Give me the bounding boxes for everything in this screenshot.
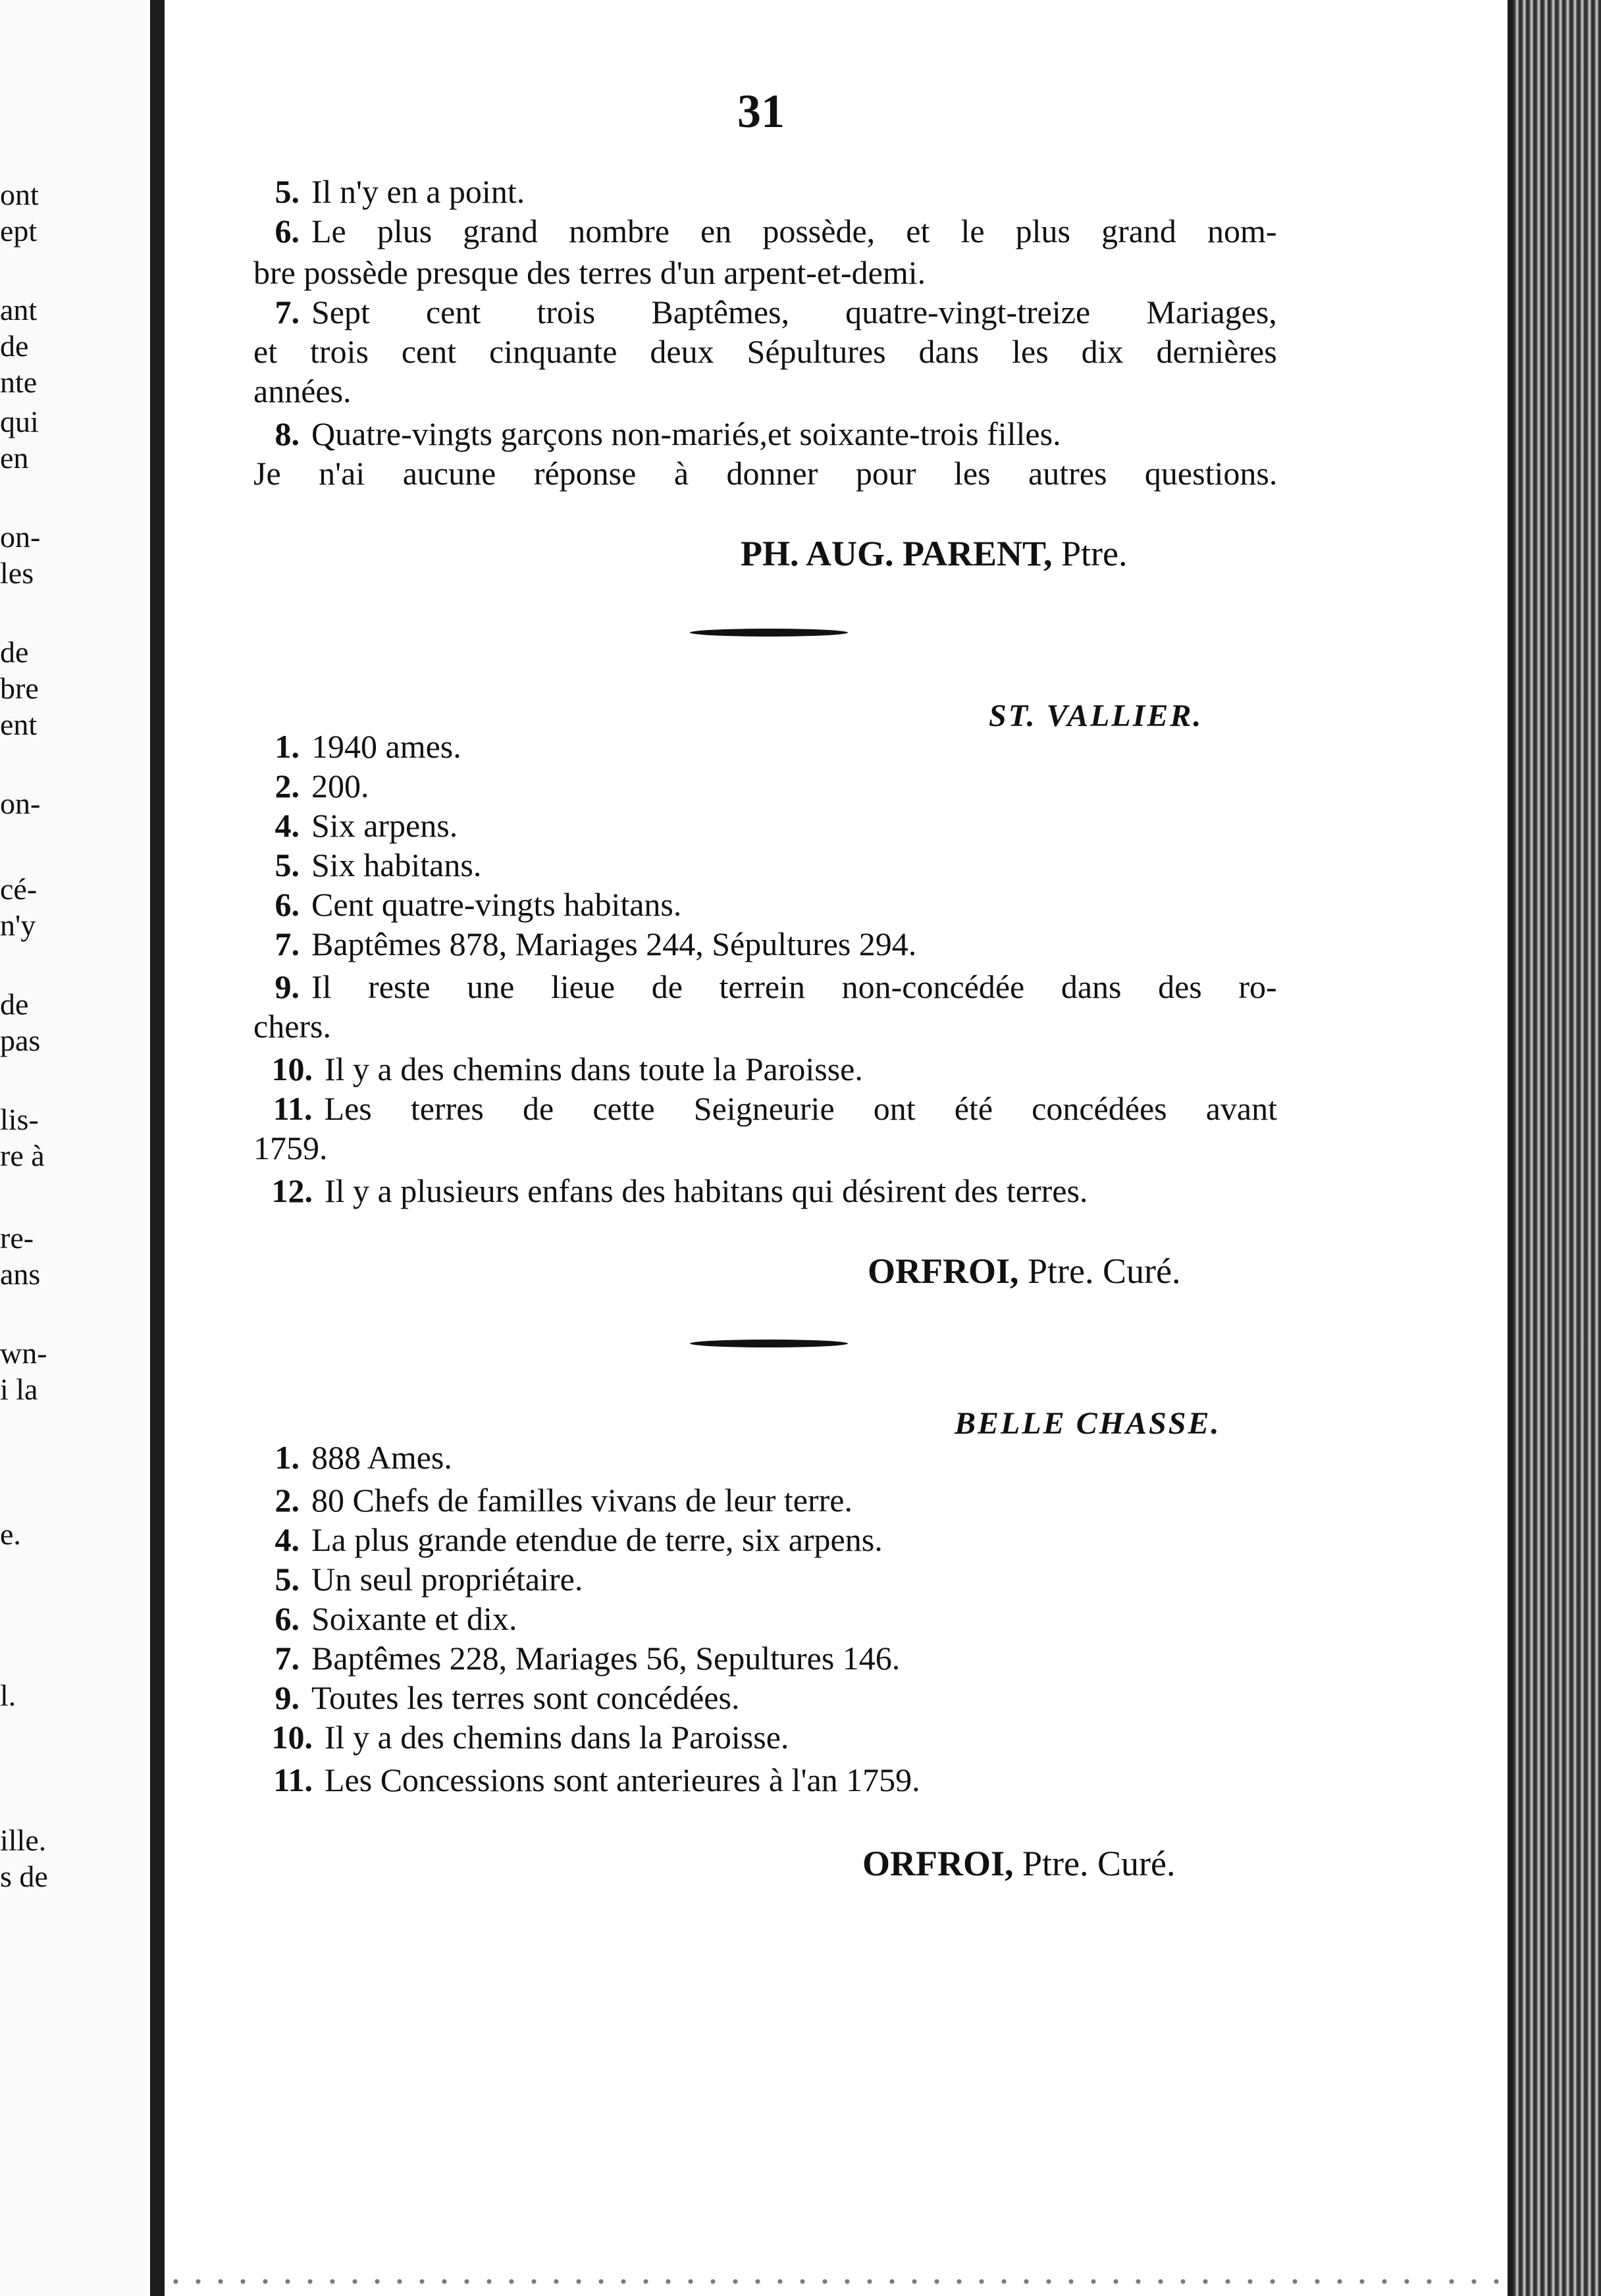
item-text: 200.: [311, 768, 369, 804]
text-line: [253, 1089, 1277, 1128]
item-text: Soixante et dix.: [311, 1600, 517, 1637]
text-line: [253, 1560, 583, 1598]
text-line: [253, 846, 481, 884]
text-line: [253, 415, 1061, 453]
item-number: 5.: [275, 847, 300, 883]
text-line: [253, 925, 916, 963]
left-page-fragment: e.: [0, 1517, 21, 1551]
text-line: [253, 1718, 789, 1756]
item-text: années.: [253, 373, 352, 409]
item-number: 7.: [275, 926, 300, 962]
left-page-fragment: nte: [0, 365, 38, 399]
left-page-fragment: re à: [0, 1139, 45, 1172]
item-text: et trois cent cinquante deux Sépultures dans les dix dernières: [253, 333, 1277, 370]
left-page-fragment: de: [0, 329, 29, 363]
text-line: [253, 727, 461, 766]
item-number: 5.: [275, 1561, 300, 1598]
item-text: Il y a des chemins dans toute la Paroisse.: [325, 1051, 863, 1087]
item-text: Baptêmes 878, Mariages 244, Sépultures 294.: [311, 926, 917, 962]
item-text: Un seul propriétaire.: [311, 1561, 583, 1598]
text-line: [253, 885, 681, 924]
scan-border: [165, 2274, 1508, 2289]
item-text: Cent quatre-vingts habitans.: [311, 886, 682, 923]
text-line: [253, 1521, 883, 1559]
text-line: [253, 1481, 853, 1519]
item-number: 6.: [275, 213, 300, 249]
text-line: [253, 1639, 900, 1677]
text-line: [253, 968, 1277, 1006]
item-number: 11.: [273, 1090, 313, 1127]
left-page-fragment: re-: [0, 1221, 34, 1255]
item-number: 10.: [271, 1051, 313, 1087]
left-page-fragment: s de: [0, 1860, 48, 1893]
item-text: Sept cent trois Baptêmes, quatre-vingt-treize Mariages,: [311, 294, 1277, 330]
item-text: 80 Chefs de familles vivans de leur terre.: [311, 1482, 853, 1519]
item-number: 11.: [273, 1761, 313, 1798]
item-text: 1940 ames.: [311, 728, 461, 765]
left-page-fragment: les: [0, 556, 34, 590]
place-heading-st-vallier: ST. VALLIER.: [989, 698, 1203, 733]
item-text: Les Concessions sont anterieures à l'an 1759.: [325, 1761, 920, 1798]
item-number: 9.: [275, 968, 300, 1005]
item-number: 7.: [275, 1640, 300, 1677]
left-page-fragment: pas: [0, 1024, 41, 1057]
text-line: [253, 1438, 452, 1476]
signature-orfroi-1: ORFROI, Ptre. Curé.: [868, 1251, 1181, 1291]
item-number: 1.: [275, 1439, 300, 1476]
item-number: 1.: [275, 728, 300, 765]
item-number: 8.: [275, 415, 300, 452]
item-number: 9.: [275, 1679, 300, 1716]
left-page-fragment: ant: [0, 293, 38, 326]
item-text: Il y a plusieurs enfans des habitans qui désirent des terres.: [325, 1172, 1088, 1209]
left-page-fragment: n'y: [0, 908, 36, 942]
left-page-fragment: de: [0, 987, 29, 1021]
item-text: La plus grande etendue de terre, six arpens.: [311, 1521, 883, 1558]
item-text: Il n'y en a point.: [311, 173, 525, 210]
text-line: [253, 172, 525, 211]
item-text: bre possède presque des terres d'un arpent-et-demi.: [253, 254, 926, 291]
left-page-fragment: on-: [0, 520, 41, 554]
item-text: Toutes les terres sont concédées.: [311, 1679, 740, 1716]
text-line: [253, 212, 1277, 250]
text-line: [253, 293, 1277, 331]
item-text: Baptêmes 228, Mariages 56, Sepultures 146.: [311, 1640, 901, 1677]
item-number: 6.: [275, 1600, 300, 1637]
item-text: 1759.: [253, 1130, 328, 1166]
item-number: 2.: [275, 768, 300, 804]
left-page-fragment: en: [0, 441, 29, 475]
item-number: 4.: [275, 1521, 300, 1558]
left-page-fragment: ont: [0, 178, 39, 211]
left-page-fragment: cé-: [0, 872, 38, 906]
text-line: [253, 454, 1277, 492]
item-number: 10.: [271, 1719, 313, 1756]
left-page-fragment: ent: [0, 708, 38, 741]
page-number: 31: [737, 85, 785, 138]
divider: [690, 1340, 848, 1347]
text-line: [253, 1679, 739, 1717]
left-page-fragment: qui: [0, 405, 39, 438]
item-number: 2.: [275, 1482, 300, 1519]
left-page-fragment: l.: [0, 1679, 16, 1712]
text-line: [253, 1050, 863, 1088]
left-page-fragment: wn-: [0, 1336, 47, 1370]
item-text: 888 Ames.: [311, 1439, 452, 1476]
item-text: Le plus grand nombre en possède, et le plus grand nom-: [311, 213, 1277, 249]
item-text: Il reste une lieue de terrein non-concédée dans des ro-: [311, 968, 1277, 1005]
item-number: 7.: [275, 294, 300, 330]
text-line: [253, 1761, 920, 1799]
left-page-fragment: de: [0, 635, 29, 669]
signature-orfroi-2: ORFROI, Ptre. Curé.: [862, 1844, 1176, 1883]
text-line: [253, 1129, 328, 1167]
left-page-fragment: lis-: [0, 1103, 39, 1136]
item-text: Six arpens.: [311, 807, 458, 844]
item-number: 4.: [275, 807, 300, 844]
item-text: Quatre-vingts garçons non-mariés,et soixante-trois filles.: [311, 415, 1061, 452]
text-line: [253, 372, 352, 410]
item-number: 5.: [275, 173, 300, 210]
signature-parent: PH. AUG. PARENT, Ptre.: [741, 534, 1128, 573]
place-heading-belle-chasse: BELLE CHASSE.: [955, 1406, 1221, 1441]
divider: [690, 629, 848, 637]
item-number: 12.: [271, 1172, 313, 1209]
text-line: [253, 1007, 331, 1045]
item-text: Il y a des chemins dans la Paroisse.: [325, 1719, 789, 1756]
text-line: [253, 332, 1277, 371]
item-number: 6.: [275, 886, 300, 923]
text-line: [253, 1172, 1088, 1210]
item-text: Les terres de cette Seigneurie ont été concédées avant: [324, 1090, 1277, 1127]
left-page-fragment: ept: [0, 214, 38, 248]
left-page-fragment: ille.: [0, 1823, 47, 1857]
text-line: [253, 767, 369, 805]
page-edges: [1513, 0, 1601, 2296]
item-text: Six habitans.: [311, 847, 482, 883]
item-text: Je n'ai aucune réponse à donner pour les autres questions.: [253, 455, 1278, 492]
left-page-fragment: bre: [0, 671, 39, 705]
text-line: [253, 806, 458, 845]
text-line: [253, 1600, 517, 1638]
item-text: chers.: [253, 1008, 331, 1045]
left-page-fragment: i la: [0, 1372, 38, 1406]
left-page-fragment: ans: [0, 1257, 41, 1291]
text-line: [253, 253, 926, 292]
page-gutter: [150, 0, 165, 2296]
left-page-fragment: on-: [0, 787, 41, 820]
